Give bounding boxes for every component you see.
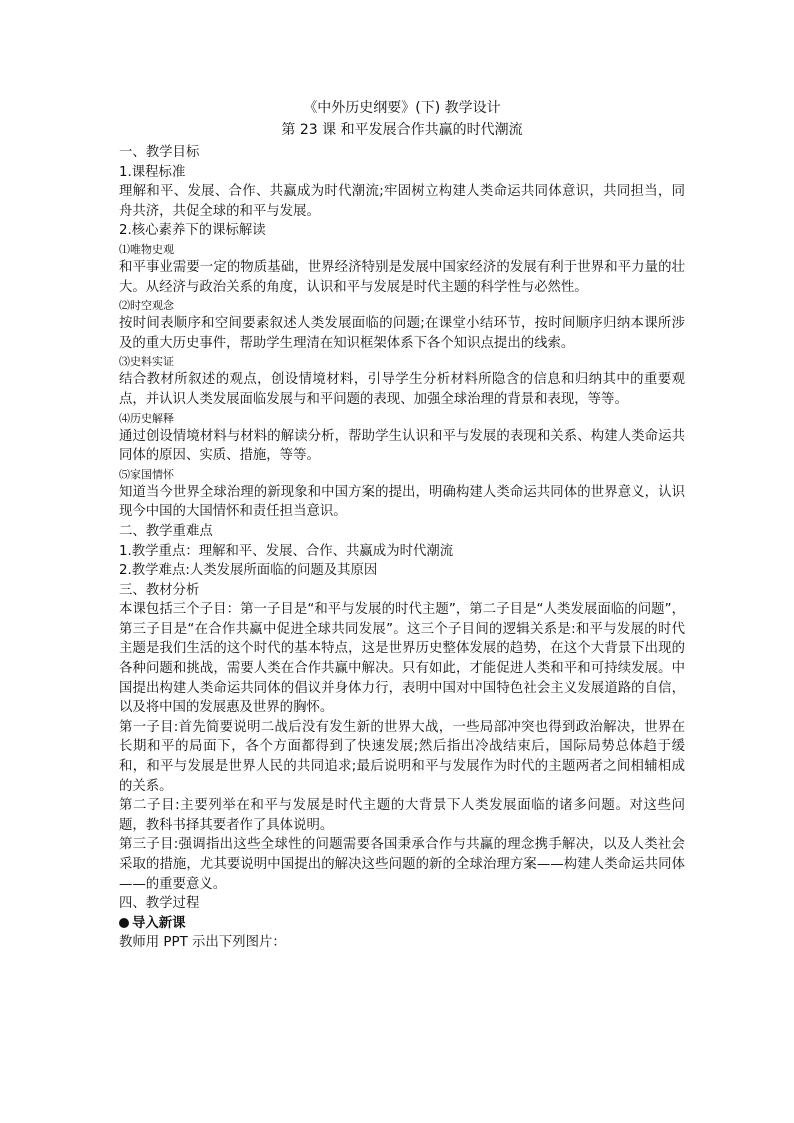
page-title: 《中外历史纲要》(下) 教学设计 <box>303 100 501 116</box>
paragraph: 第一子目:首先简要说明二战后没有发生新的世界大战，一些局部冲突也得到政治解决，世界在长期和平的局面下，各个方面都得到了快速发展;然后指出冷战结束后，国际局势总体趋于缓和，和平与发展是世界人民的共同追求;最后说明和平与发展作为时代的主题两者之间相辅相成的关系。 <box>119 719 685 794</box>
paragraph: 本课包括三个子目：第一子目是“和平与发展的时代主题”，第二子目是“人类发展面临的问题”，第三子目是“在合作共赢中促进全球共同发展”。这三个子目间的逻辑关系是:和平与发展的时代主题是我们生活的这个时代的基本特点，这是世界历史整体发展的趋势，在这个大背景下出现的各种问题和挑战，需要人类在合作共赢中解决。只有如此，才能促进人类和平和可持续发展。中国提出构建人类命运共同体的倡议并身体力行，表明中国对中国特色社会主义发展道路的自信，以及将中国的发展惠及世界的胸怀。 <box>119 602 685 716</box>
paragraph: 知道当今世界全球治理的新现象和中国方案的提出，明确构建人类命运共同体的世界意义，认识现今中国的大国情怀和责任担当意识。 <box>119 484 685 520</box>
paragraph: 第二子目:主要列举在和平与发展是时代主题的大背景下人类发展面临的诸多问题。对这些问题，教科书择其要者作了具体说明。 <box>119 798 685 833</box>
item-heading: ⑴唯物史观 <box>119 242 174 256</box>
paragraph: 第三子目:强调指出这些全球性的问题需要各国秉承合作与共赢的理念携手解决，以及人类社会采取的措施，尤其要说明中国提出的解决这些问题的新的全球治理方案——构建人类命运共同体——的重要意义。 <box>119 837 685 892</box>
section-heading: 一、教学目标 <box>119 145 200 160</box>
lesson-title: 第 23 课 和平发展合作共赢的时代潮流 <box>281 122 523 138</box>
subsection-heading: 2.核心素养下的课标解读 <box>119 223 266 239</box>
section-heading: 二、教学重难点 <box>119 523 213 539</box>
item-heading: ⑷历史解释 <box>119 411 174 425</box>
bullet-icon <box>119 918 129 928</box>
bullet-heading-text: 导入新课 <box>132 915 186 931</box>
paragraph: 教师用 PPT 示出下列图片： <box>119 935 286 951</box>
paragraph: 结合教材所叙述的观点，创设情境材料，引导学生分析材料所隐含的信息和归纳其中的重要观点，并认识人类发展面临发展与和平问题的表现、加强全球治理的背景和表现，等等。 <box>119 372 685 407</box>
item-heading: ⑵时空观念 <box>119 299 174 313</box>
bullet-heading <box>119 914 685 934</box>
paragraph: 和平事业需要一定的物质基础，世界经济特别是发展中国家经济的发展有利于世界和平力量的壮大。从经济与政治关系的角度，认识和平与发展是时代主题的科学性与必然性。 <box>119 259 685 295</box>
paragraph: 按时间表顺序和空间要素叙述人类发展面临的问题;在课堂小结环节，按时间顺序归纳本课所涉及的重大历史事件，帮助学生理清在知识框架体系下各个知识点提出的线索。 <box>119 316 685 351</box>
document-body <box>119 97 685 953</box>
list-item: 2.教学难点:人类发展所面临的问题及其原因 <box>119 563 378 579</box>
section-heading: 三、教材分析 <box>119 582 200 598</box>
item-heading: ⑸家国情怀 <box>119 467 174 481</box>
list-item: 1.教学重点：理解和平、发展、合作、共赢成为时代潮流 <box>119 543 454 559</box>
item-heading: ⑶史料实证 <box>119 355 174 369</box>
paragraph: 理解和平、发展、合作、共赢成为时代潮流;牢固树立构建人类命运共同体意识，共同担当，同舟共济，共促全球的和平与发展。 <box>119 184 685 219</box>
subsection-heading: 1.课程标准 <box>119 164 186 180</box>
paragraph: 通过创设情境材料与材料的解读分析，帮助学生认识和平与发展的表现和关系、构建人类命运共同体的原因、实质、措施，等等。 <box>119 428 685 464</box>
section-heading: 四、教学过程 <box>119 896 200 912</box>
